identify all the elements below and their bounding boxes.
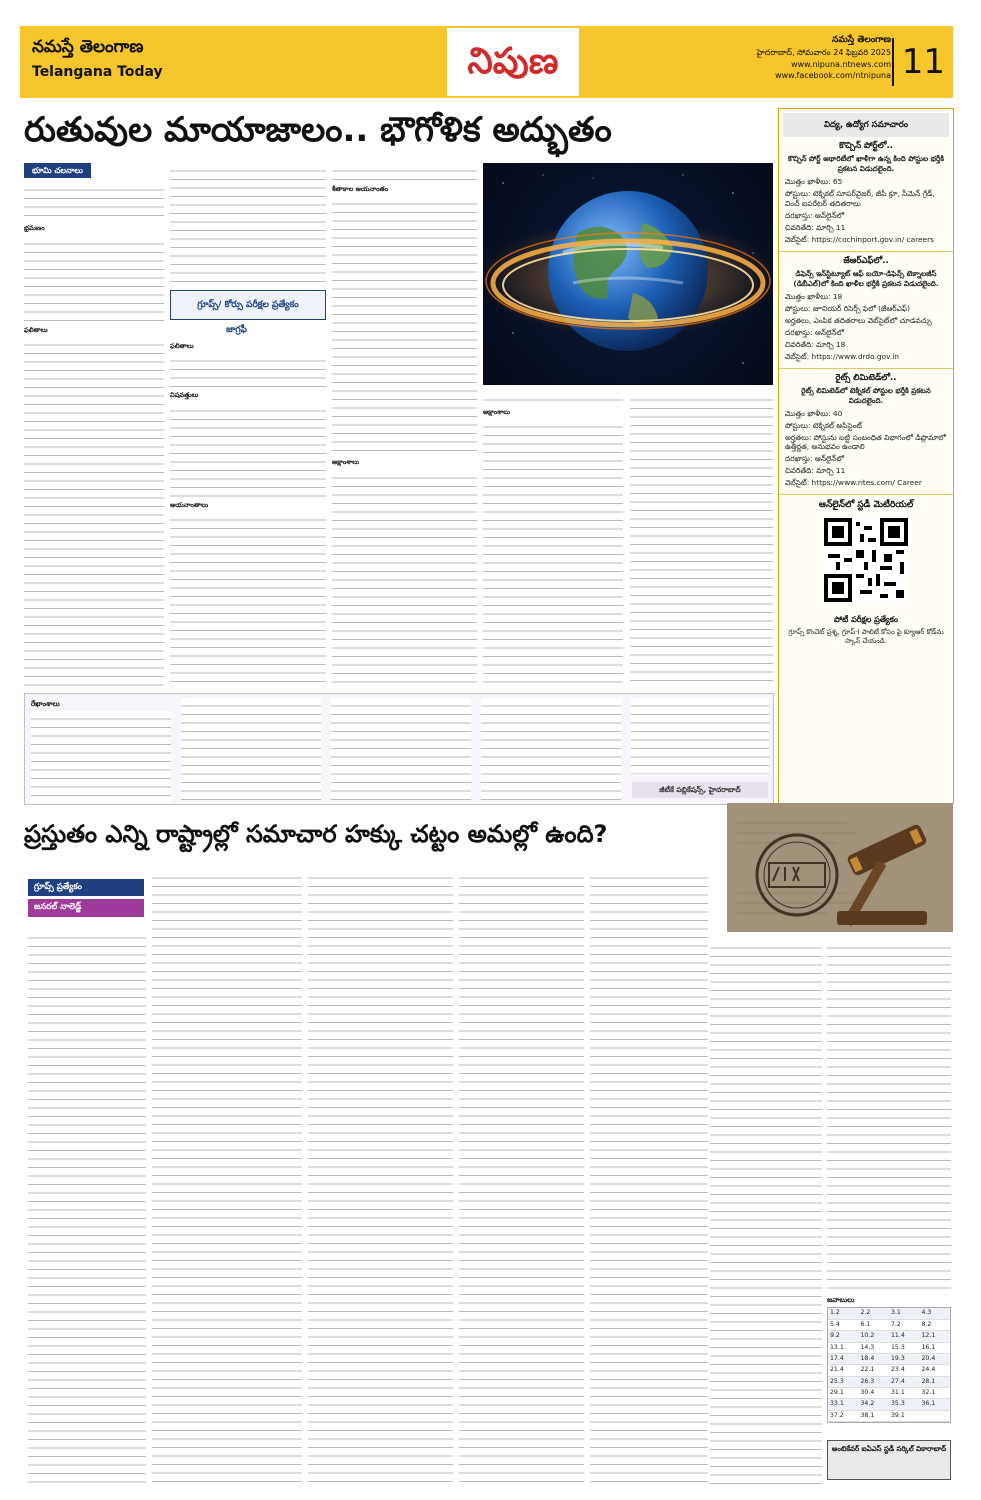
body-text: [170, 163, 326, 285]
body-text: [483, 419, 623, 688]
article1-column-3: [332, 163, 477, 688]
article1-column-2: [170, 340, 326, 688]
body-text: [24, 182, 164, 222]
headline-seasons: రుతువుల మాయాజాలం.. భౌగోళిక అద్భుతం: [24, 110, 612, 150]
answer-cell: 36.1: [920, 1399, 951, 1410]
subhead-solstices: అయనాంతాలు: [170, 500, 209, 509]
job-intro: డిఫెన్స్ ఇన్‌స్టిట్యూట్ ఆఫ్ బయో-డిఫెన్స్ టెక్నాలజీస్ (డిబీఎల్)లో కింది ఖాళీల భర్తీకి ప్రకటన విడుదలైంది.: [793, 269, 939, 288]
answer-cell: 7.2: [889, 1320, 920, 1331]
body-text: [481, 698, 621, 800]
masthead-info: [756, 34, 891, 82]
answer-cell: 30.4: [859, 1388, 890, 1399]
job-website[interactable]: వెబ్‌సైట్: https://www.rites.com/ Career: [785, 478, 922, 488]
job-intro: రైట్స్ లిమిటెడ్‌లో టెక్నికల్ పోస్టుల భర్తీకి ప్రకటన విడుదలైంది.: [801, 386, 931, 405]
job-intro: కొచ్చిన్ పోర్ట్ అథారిటీలో ఖాళీగా ఉన్న కింది పోస్టుల భర్తీకి ప్రకటన విడుదలైంది.: [787, 154, 945, 174]
article1-column-2-top: [170, 163, 326, 285]
body-text: [631, 698, 769, 774]
quiz-column-1: [28, 930, 146, 1485]
answers-grid: [827, 1307, 951, 1423]
subhead-seasons-results: ఫలితాలు: [170, 342, 194, 350]
article1-column-4: [483, 392, 623, 688]
answer-cell: 32.1: [920, 1388, 951, 1399]
job-drdo: [779, 252, 953, 369]
answer-cell: 26.3: [859, 1377, 890, 1388]
answer-cell: 8.2: [920, 1320, 951, 1331]
subhead-results: ఫలితాలు: [24, 325, 48, 334]
quiz-text: [827, 940, 951, 1290]
subhead-winter: శీతాకాల అయనాంతం: [332, 185, 388, 193]
study-subtitle: పోటీ పరీక్షల ప్రత్యేకం: [834, 615, 898, 624]
job-line: పోస్టులు: టెక్నికల్ అసిస్టెంట్: [785, 420, 863, 430]
body-text: [170, 353, 326, 389]
body-text: [170, 403, 326, 499]
job-line: మొత్తం ఖాళీలు: 40: [785, 408, 843, 418]
special-subject: జాగ్రఫీ: [226, 325, 248, 335]
answer-cell: 35.3: [889, 1399, 920, 1410]
job-line: దరఖాస్తు: ఆన్‌లైన్‌లో: [785, 327, 845, 337]
job-title: కొచ్చిన్ పోర్ట్‌లో..: [839, 141, 893, 151]
body-text: [483, 392, 623, 406]
job-line: పోస్టులు: జూనియర్ రిసెర్చ్ ఫెలో (జేఆర్ఎఫ్): [785, 303, 911, 313]
job-line: చివరితేది: మార్చి 11: [785, 466, 846, 476]
quiz-column-6: [710, 940, 822, 1485]
answer-cell: 20.4: [920, 1354, 951, 1365]
quiz-text: [710, 940, 822, 1485]
subhead-longitudes: రేఖాంశాలు: [31, 700, 60, 708]
job-line: దరఖాస్తు: ఆన్‌లైన్‌లో: [785, 454, 845, 464]
answer-cell: 34.2: [859, 1399, 890, 1410]
answer-cell: 29.1: [828, 1388, 859, 1399]
tag-groups-special: గ్రూప్స్ ప్రత్యేకం: [28, 879, 144, 896]
study-text: గ్రూప్స్ కొంచెట్ ప్రశ్న, గ్రూప్-I పాలిటీ కోసం పై క్యూఆర్ కోడ్‌ను స్కాన్ చేయండి.: [788, 627, 944, 645]
website-link[interactable]: www.nipuna.ntnews.com: [791, 59, 891, 69]
job-line: మొత్తం ఖాళీలు: 18: [785, 291, 843, 301]
body-text: [31, 711, 171, 803]
answer-cell: 21.4: [828, 1365, 859, 1376]
answer-cell: 6.1: [859, 1320, 890, 1331]
subhead-rotation: భ్రమణం: [24, 224, 45, 233]
answer-cell: 2.2: [859, 1308, 890, 1319]
band-column-2: [181, 698, 321, 800]
answer-cell: 24.4: [920, 1365, 951, 1376]
job-line: మొత్తం ఖాళీలు: 65: [785, 176, 843, 186]
quiz-text: [152, 870, 302, 1485]
job-line: అర్హతలు: పోస్టును బట్టి సంబంధిత విభాగంలో డిప్లొమాలో ఉత్తీర్ణత, అనుభవం ఉండాలి: [785, 432, 946, 452]
band-column-1: [31, 698, 171, 803]
article1-column-1: [24, 163, 164, 688]
tag-general-knowledge: జనరల్ నాలెడ్జ్: [28, 899, 144, 916]
brand-english: Telangana Today: [32, 63, 163, 80]
paper-name: నమస్తే తెలంగాణ: [832, 35, 891, 45]
institute-credit: అంబికేవర్ ఐఏఎస్ స్టడీ సర్కిల్ వికారాబాద్: [827, 1440, 951, 1480]
answer-cell: 38.1: [859, 1411, 890, 1422]
answer-cell: 11.4: [889, 1331, 920, 1342]
brand-telugu: నమస్తే తెలంగాణ: [32, 37, 144, 57]
job-line: అర్హతలు, ఎంపిక తదితరాలు వెబ్‌సైట్‌లో చూడవచ్చు: [785, 315, 932, 325]
answer-cell: 16.1: [920, 1343, 951, 1354]
job-line: చివరితేది: మార్చి 11: [785, 222, 846, 232]
quiz-column-3: [308, 870, 453, 1485]
job-website[interactable]: వెబ్‌సైట్: https://cochinport.gov.in/ careers: [785, 234, 934, 244]
band-column-5: [631, 698, 769, 774]
publisher-credit: జీటీకే పబ్లికేషన్స్, హైదరాబాద్: [632, 782, 768, 798]
masthead: [20, 26, 953, 98]
quiz-column-7: [827, 940, 951, 1290]
brand: [32, 36, 163, 82]
answer-cell: 28.1: [920, 1377, 951, 1388]
headline-rti: ప్రస్తుతం ఎన్ని రాష్ట్రాల్లో సమాచార హక్కు చట్టం అమల్లో ఉంది?: [24, 820, 608, 848]
article1-column-5: [630, 392, 773, 688]
answer-cell: 22.1: [859, 1365, 890, 1376]
answer-cell: 33.1: [828, 1399, 859, 1410]
job-line: దరఖాస్తు: ఆన్‌లైన్‌లో: [785, 210, 845, 220]
job-title: రైట్స్ లిమిటెడ్‌లో..: [835, 372, 897, 383]
answer-cell: 1.2: [828, 1308, 859, 1319]
quiz-column-4: [459, 870, 584, 1485]
study-title: ఆన్‌లైన్‌లో స్టడీ మెటీరియల్: [818, 500, 914, 511]
quiz-text: [590, 870, 708, 1485]
answer-cell: [920, 1411, 951, 1422]
earth-illustration: [483, 163, 773, 385]
answer-cell: 23.4: [889, 1365, 920, 1376]
body-text: [170, 512, 326, 688]
answer-cell: 3.1: [889, 1308, 920, 1319]
special-banner: గ్రూప్స్/ కోర్సు పరీక్షల ప్రత్యేకం: [170, 290, 326, 320]
answer-cell: 9.2: [828, 1331, 859, 1342]
body-text: [630, 392, 773, 688]
page-number: 11: [892, 38, 945, 86]
article2-tags: [28, 879, 144, 917]
band-column-3: [331, 698, 471, 800]
body-text: [332, 196, 477, 456]
body-text: [332, 470, 477, 688]
answer-cell: 27.4: [889, 1377, 920, 1388]
answers-title: జవాబులు: [827, 1296, 855, 1304]
quiz-text: [308, 870, 453, 1485]
answer-cell: 25.3: [828, 1377, 859, 1388]
answer-cell: 18.4: [859, 1354, 890, 1365]
answer-cell: 14.3: [859, 1343, 890, 1354]
job-line: చివరితేది: మార్చి 18: [785, 339, 846, 349]
body-text: [331, 698, 471, 800]
answer-cell: 17.4: [828, 1354, 859, 1365]
answer-cell: 19.3: [889, 1354, 920, 1365]
study-material: [779, 495, 953, 650]
rti-image: [727, 803, 953, 932]
job-cochin-port: [779, 137, 953, 252]
body-text: [24, 236, 164, 324]
job-website[interactable]: వెబ్‌సైట్: https://www.drdo.gov.in: [785, 351, 899, 361]
date-line: హైదరాబాద్, సోమవారం 24 ఫిబ్రవరి 2025: [756, 48, 891, 58]
answer-cell: 31.1: [889, 1388, 920, 1399]
answer-cell: 39.1: [889, 1411, 920, 1422]
job-title: జేఆర్ఎఫ్‌లో..: [843, 255, 889, 266]
answer-cell: 5.4: [828, 1320, 859, 1331]
answer-cell: 12.1: [920, 1331, 951, 1342]
facebook-link[interactable]: www.facebook.com/ntnipuna: [775, 71, 891, 81]
subhead-latitudes: అక్షాంశాలు: [332, 458, 360, 467]
jobs-sidebar: [778, 108, 954, 804]
job-rites: [779, 369, 953, 496]
nipuna-logo: నిపుణ: [447, 28, 579, 96]
answer-cell: 4.3: [920, 1308, 951, 1319]
rti-gavel-illustration: [727, 803, 953, 932]
job-line: పోస్టులు: టెక్నికల్ సూపర్‌వైజర్, జీపీ క్రూ, సీమెన్ గ్రేడ్, వించ్ ఐపరేటర్ తదితరాలు: [785, 188, 935, 208]
answer-cell: 37.2: [828, 1411, 859, 1422]
band-column-4: [481, 698, 621, 800]
quiz-text: [459, 870, 584, 1485]
qr-code-icon[interactable]: [824, 518, 908, 602]
answers-box: [827, 1296, 951, 1423]
sidebar-header: విద్య, ఉద్యోగ సమాచారం: [783, 113, 949, 137]
subhead-equinox: విషవత్తులు: [170, 391, 199, 400]
quiz-text: [28, 930, 146, 1485]
quiz-column-2: [152, 870, 302, 1485]
answer-cell: 10.2: [859, 1331, 890, 1342]
section-label: భూమి చలనాలు: [24, 163, 91, 178]
answer-cell: 13.1: [828, 1343, 859, 1354]
body-text: [24, 337, 164, 688]
subhead-latitudes-2: అక్షాంశాలు: [483, 408, 511, 416]
answer-cell: 15.3: [889, 1343, 920, 1354]
body-text: [332, 163, 477, 183]
body-text: [181, 698, 321, 800]
quiz-column-5: [590, 870, 708, 1485]
earth-image: [483, 163, 773, 385]
